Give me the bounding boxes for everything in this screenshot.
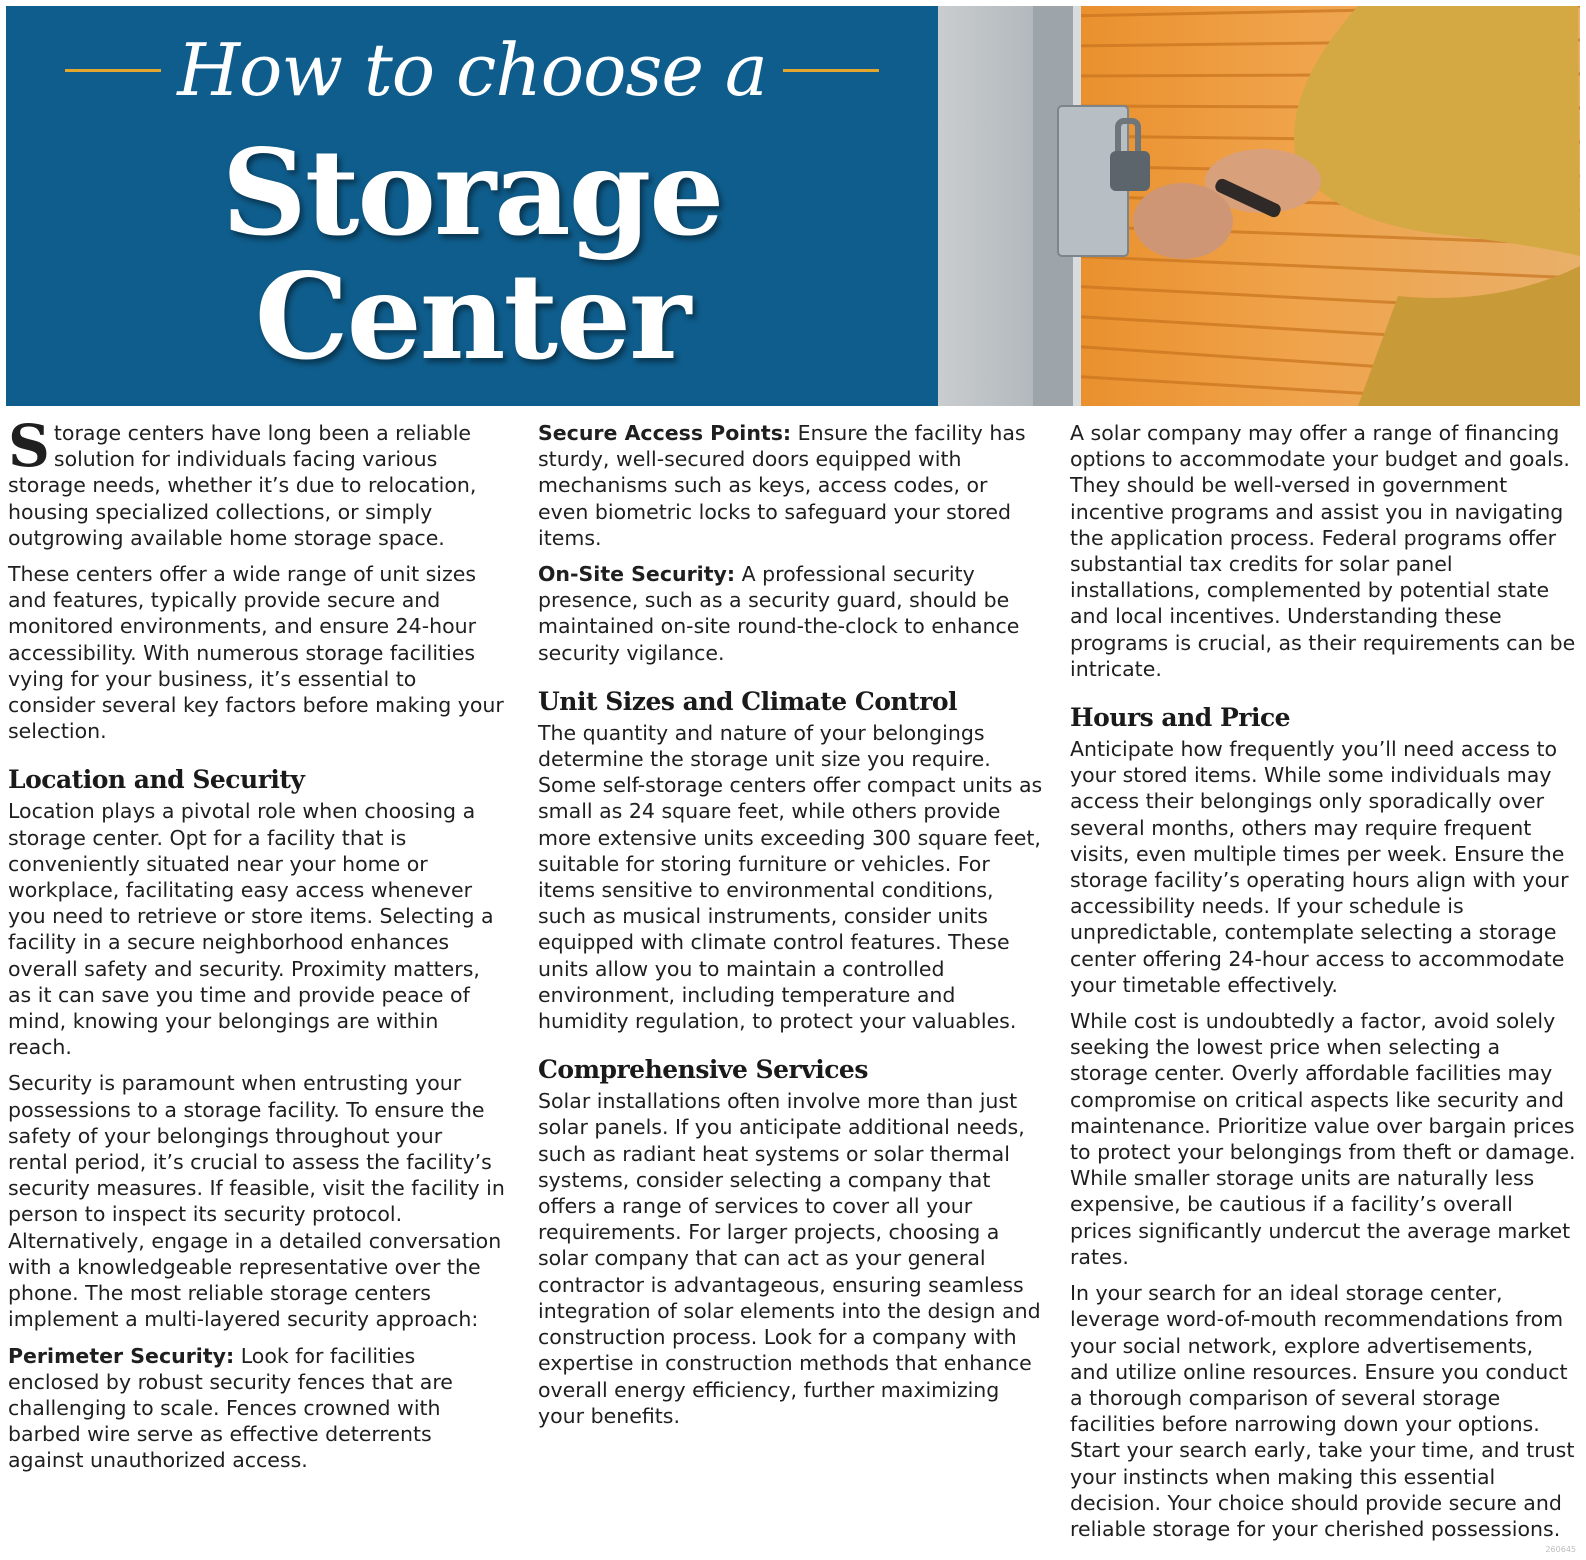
onsite-security-text: A professional security presence, such as a security guard, should be maintained on-site round-the-clock to enhance security vigilance. bbox=[538, 562, 1020, 665]
perimeter-security-text: Look for facilities enclosed by robust security fences that are challenging to scale. Fences crowned with barbed wire serve as effective deterrents against unauthorized access. bbox=[8, 1343, 453, 1473]
perimeter-security-item bbox=[8, 1343, 508, 1474]
services-paragraph-2: A solar company may offer a range of financing options to accommodate your budget and goals. They should be well-versed in government incentive programs and assist you in navigating the application process. Federal programs offer substantial tax credits for solar panel installations, complemented by potential state and local incentives. Understanding these programs is crucial, as their requirements can be intricate. bbox=[1070, 421, 1576, 681]
pretitle-row bbox=[6, 28, 938, 112]
location-paragraph-2: Security is paramount when entrusting your possessions to a storage facility. To ensure the safety of your belongings throughout your rental period, it’s crucial to assess the facility’s security measures. If feasible, visit the facility in person to inspect its security protocol. Alternatively, engage in a detailed conversation with a knowledgeable representative over the phone. The most reliable storage centers implement a multi-layered security approach: bbox=[8, 1071, 505, 1332]
intro-paragraph-1-text: torage centers have long been a reliable solution for individuals facing various storage needs, whether it’s due to relocation, housing specialized collections, or simply outgrowing available home storage space. bbox=[8, 421, 477, 550]
onsite-security-item bbox=[538, 561, 1043, 666]
units-paragraph-1: The quantity and nature of your belongings determine the storage unit size you require. Some self-storage centers offer compact units as small as 24 square feet, while others provide more extensive units exceeding 300 square feet, suitable for storing furniture or vehicles. For items sensitive to environmental conditions, such as musical instruments, consider units equipped with climate control features. These units allow you to maintain a controlled environment, including temperature and humidity regulation, to protect your valuables. bbox=[538, 720, 1043, 1034]
heading-location-security: Location and Security bbox=[8, 765, 305, 795]
drop-cap: S bbox=[8, 412, 50, 480]
right-accent-rule bbox=[783, 69, 879, 72]
heading-comprehensive-services: Comprehensive Services bbox=[538, 1055, 868, 1085]
title-line-2: Center bbox=[254, 247, 690, 386]
storage-unit-photo bbox=[938, 6, 1580, 406]
article-column-2 bbox=[538, 420, 1043, 1439]
access-points-lead: Secure Access Points: bbox=[538, 421, 792, 445]
pretitle: How to choose a bbox=[177, 28, 767, 112]
services-paragraph-1: Solar installations often involve more than just solar panels. If you anticipate additional needs, such as radiant heat systems or solar thermal systems, consider selecting a company that offers a range of services to cover all your requirements. For larger projects, choosing a solar company that can act as your general contractor is advantageous, ensuring seamless integration of solar elements into the design and construction process. Look for a company with expertise in construction methods that enhance overall energy efficiency, further maximizing your benefits. bbox=[538, 1089, 1041, 1428]
location-paragraph-1: Location plays a pivotal role when choosing a storage center. Opt for a facility that is conveniently situated near your home or workplace, facilitating easy access whenever you need to retrieve or store items. Selecting a facility in a secure neighborhood enhances overall safety and security. Proximity matters, as it can save you time and provide peace of mind, knowing your belongings are within reach. bbox=[8, 799, 494, 1060]
ad-code: 260645 bbox=[1545, 1545, 1576, 1554]
header-banner bbox=[6, 6, 1580, 406]
article-column-1 bbox=[8, 412, 508, 1484]
hours-paragraph-1: Anticipate how frequently you’ll need access to your stored items. While some individuals may access their belongings only sporadically over several months, others may require frequent visits, even multiple times per week. Ensure the storage facility’s operating hours align with your accessibility needs. If your schedule is unpredictable, contemplate selecting a storage center offering 24-hour access to accommodate your timetable effectively. bbox=[1070, 737, 1569, 997]
title-line-1: Storage bbox=[221, 123, 723, 262]
access-points-item bbox=[538, 420, 1043, 551]
title-panel bbox=[6, 6, 938, 406]
heading-hours-price: Hours and Price bbox=[1070, 703, 1291, 733]
access-points-text: Ensure the facility has sturdy, well-secured doors equipped with mechanisms such as keys, access codes, or even biometric locks to safeguard your stored items. bbox=[538, 421, 1026, 550]
onsite-security-lead: On-Site Security: bbox=[538, 562, 736, 587]
hours-paragraph-2: While cost is undoubtedly a factor, avoid solely seeking the lowest price when selecting a storage center. Overly affordable facilities may compromise on critical aspects like security and maintenance. Prioritize value over bargain prices to protect your belongings from theft or damage. While smaller storage units are naturally less expensive, be cautious if a facility’s overall prices significantly undercut the average market rates. bbox=[1070, 1009, 1576, 1269]
intro-paragraph-2: These centers offer a wide range of unit sizes and features, typically provide secure and monitored environments, and ensure 24-hour accessibility. With numerous storage facilities vying for your business, it’s essential to consider several key factors before making your selection. bbox=[8, 562, 504, 744]
perimeter-security-lead: Perimeter Security: bbox=[8, 1343, 235, 1368]
left-accent-rule bbox=[65, 69, 161, 72]
article-column-3 bbox=[1070, 420, 1578, 1552]
hours-paragraph-3: In your search for an ideal storage center, leverage word-of-mouth recommendations from your social network, explore advertisements, and utilize online resources. Ensure you conduct a thorough comparison of several storage facilities before narrowing down your options. Start your search early, take your time, and trust your instincts when making this essential decision. Your choice should provide secure and reliable storage for your cherished possessions. bbox=[1070, 1281, 1575, 1541]
photo-illustration bbox=[938, 6, 1580, 406]
intro-paragraph-1 bbox=[8, 412, 508, 551]
heading-unit-sizes: Unit Sizes and Climate Control bbox=[538, 686, 958, 716]
